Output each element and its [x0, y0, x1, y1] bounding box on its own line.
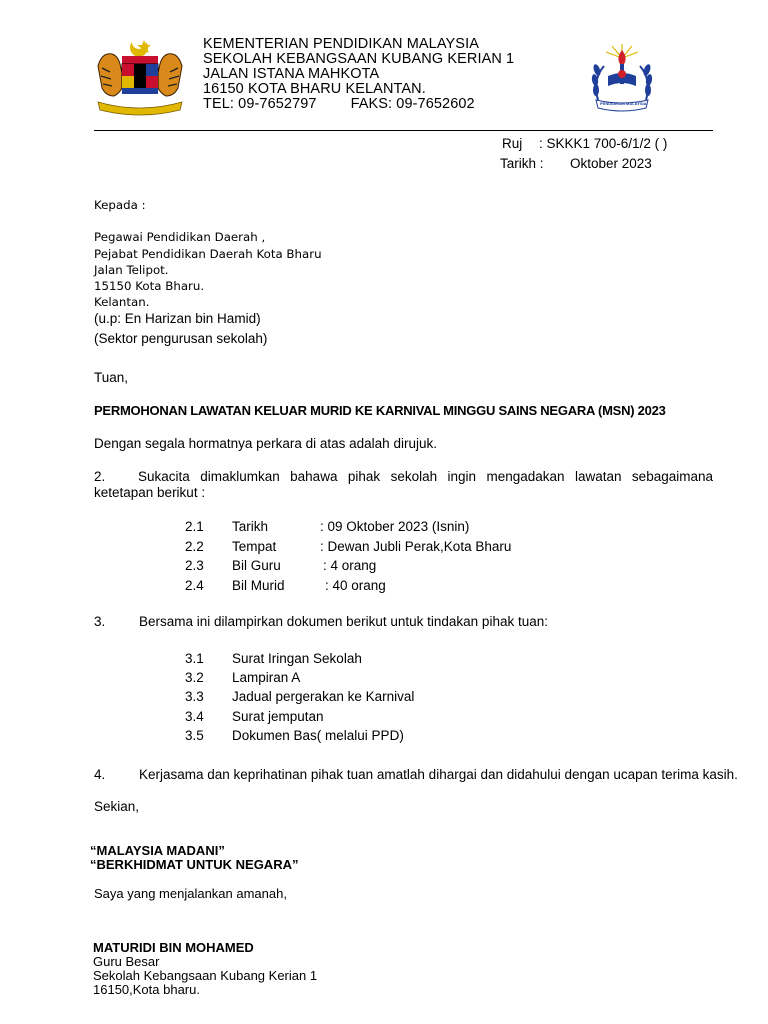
closing: Sekian,: [94, 799, 140, 814]
attention-line: (u.p: En Harizan bin Hamid): [94, 311, 261, 326]
salutation: Tuan,: [94, 370, 129, 385]
attachment-number: 3.4: [185, 709, 204, 724]
item-value: : Dewan Jubli Perak,Kota Bharu: [320, 539, 512, 554]
signatory-title: Guru Besar: [93, 954, 160, 969]
date-value: Oktober 2023: [570, 156, 652, 171]
signatory-city: 16150,Kota bharu.: [93, 982, 200, 997]
motto-madani: “MALAYSIA MADANI”: [90, 843, 225, 858]
recipient-heading: Kepada :: [94, 198, 146, 212]
amanah-line: Saya yang menjalankan amanah,: [94, 886, 287, 901]
motto-berkhidmat: “BERKHIDMAT UNTUK NEGARA”: [90, 857, 299, 872]
contact-line: [203, 97, 475, 112]
recipient-line: Pejabat Pendidikan Daerah Kota Bharu: [94, 247, 322, 261]
signatory-name: MATURIDI BIN MOHAMED: [93, 940, 254, 955]
recipient-line: 15150 Kota Bharu.: [94, 279, 205, 293]
attachment-number: 3.3: [185, 689, 204, 704]
item-label: Bil Guru: [232, 558, 281, 573]
attachment-item: Dokumen Bas( melalui PPD): [232, 728, 404, 743]
para-number: 4.: [94, 767, 106, 782]
recipient-line: Jalan Telipot.: [94, 263, 169, 277]
intro-paragraph: Dengan segala hormatnya perkara di atas adalah dirujuk.: [94, 436, 437, 451]
item-label: Bil Murid: [232, 578, 285, 593]
street-address: JALAN ISTANA MAHKOTA: [203, 66, 380, 82]
item-value: : 09 Oktober 2023 (Isnin): [320, 519, 470, 534]
recipient-line: Kelantan.: [94, 295, 150, 309]
logo-banner-text: PENDIDIKAN MALAYSIA: [600, 101, 647, 106]
signatory-school: Sekolah Kebangsaan Kubang Kerian 1: [93, 968, 318, 983]
item-value: : 4 orang: [323, 558, 377, 573]
telephone-number: TEL: 09-7652797: [203, 96, 317, 112]
date-label: Tarikh :: [500, 156, 544, 171]
coat-of-arms-logo: [92, 36, 188, 116]
ref-label: Ruj: [502, 136, 523, 151]
para-number: 2.: [94, 469, 106, 484]
letterhead-divider: [94, 130, 713, 131]
attachment-number: 3.1: [185, 651, 204, 666]
ref-value: : SKKK1 700-6/1/2 ( ): [539, 136, 668, 151]
attachment-item: Surat jemputan: [232, 709, 324, 724]
attachment-number: 3.2: [185, 670, 204, 685]
para2-text: Sukacita dimaklumkan bahawa pihak sekolah ingin mengadakan lawatan sebagaimana ketetapan berikut :: [94, 469, 713, 500]
attachment-number: 3.5: [185, 728, 204, 743]
city-address: 16150 KOTA BHARU KELANTAN.: [203, 81, 426, 97]
para4-text: Kerjasama dan keprihatinan pihak tuan amatlah dihargai dan didahului dengan ucapan terima kasih.: [139, 767, 738, 782]
item-number: 2.4: [185, 578, 204, 593]
ministry-education-logo: [584, 40, 660, 116]
item-number: 2.2: [185, 539, 204, 554]
item-number: 2.3: [185, 558, 204, 573]
fax-number: FAKS: 09-7652602: [350, 96, 475, 112]
para3-text: Bersama ini dilampirkan dokumen berikut untuk tindakan pihak tuan:: [139, 614, 548, 629]
para-number: 3.: [94, 614, 106, 629]
item-label: Tarikh: [232, 519, 269, 534]
attachment-item: Surat Iringan Sekolah: [232, 651, 362, 666]
attachment-item: Jadual pergerakan ke Karnival: [232, 689, 415, 704]
attachment-item: Lampiran A: [232, 670, 301, 685]
sector-line: (Sektor pengurusan sekolah): [94, 331, 268, 346]
school-name: SEKOLAH KEBANGSAAN KUBANG KERIAN 1: [203, 51, 515, 67]
item-value: : 40 orang: [325, 578, 386, 593]
item-label: Tempat: [232, 539, 277, 554]
letter-subject: PERMOHONAN LAWATAN KELUAR MURID KE KARNIVAL MINGGU SAINS NEGARA (MSN) 2023: [94, 403, 666, 418]
recipient-line: Pegawai Pendidikan Daerah ,: [94, 230, 266, 244]
item-number: 2.1: [185, 519, 204, 534]
ministry-name: KEMENTERIAN PENDIDIKAN MALAYSIA: [203, 36, 479, 52]
